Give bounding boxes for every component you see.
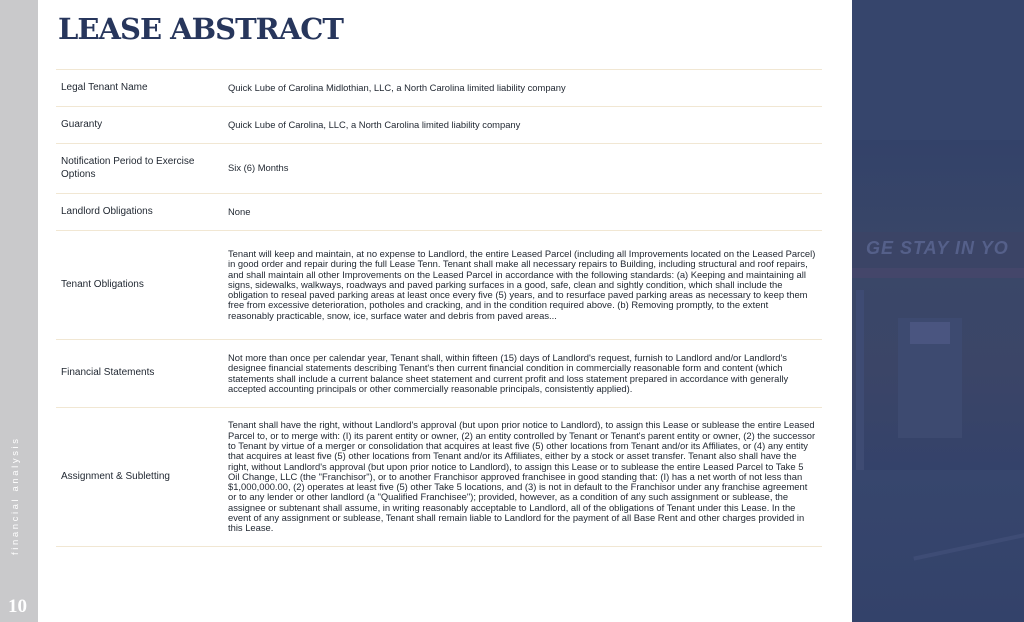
row-value: None	[228, 205, 251, 217]
canopy-band	[852, 268, 1024, 278]
side-strip	[0, 0, 38, 622]
content-area	[38, 0, 852, 622]
row-label: Guaranty	[61, 118, 103, 130]
row-label: Assignment & Subletting	[61, 470, 170, 482]
table-row	[56, 144, 822, 194]
lease-abstract-table	[56, 69, 822, 547]
pole	[856, 290, 864, 480]
row-value: Six (6) Months	[228, 162, 289, 174]
row-value: Quick Lube of Carolina Midlothian, LLC, a North Carolina limited liability company	[228, 81, 566, 93]
row-value: Tenant shall have the right, without Landlord's approval (but upon prior notice to Landlord), to assign this Lease or sublease the entire Leased Parcel to, or to merge with: (I) its parent entity or owner, (2) an entity controlled by Tenant or Tenant's parent entity or owner, (2) the successor to Tenant by virtue of a merger or consolidation that acquires at least five (5) other locations from Tenant and/or its Affiliates, or (4) any entity that acquires at least five (5) other locations from Tenant and/or its Affiliates, either by a stock or asset transfer. Tenant also shall have the right, without Landlord's approval (but upon prior notice to Landlord), to assign this Lease or to sublease the entire Leased Parcel to Take 5 Oil Change, LLC (the "Franchisor"), or to another Franchisor approved franchisee in good standing that: (I) has a net worth of not less than $1,000,000.00, (2) operates at least five (5) other Take 5 locations, and (3) is not in default to the Franchisor under any franchise agreement or to any lender or other landlord (a "Qualified Franchisee"); provided, however, as a condition of any such assignment or sublease, the assignee or subtenant shall assume, in writing reasonably acceptable to Landlord, all of the obligations of Tenant under this Lease. In the event of any assignment or sublease, Tenant shall remain liable to Landlord for the payment of all Base Rent and other charges provided in this Lease.	[228, 419, 816, 534]
canopy-text: GE STAY IN YO	[866, 238, 1009, 258]
row-label: Notification Period to Exercise Options	[61, 156, 195, 180]
table-row	[56, 340, 822, 408]
table-row	[56, 107, 822, 144]
ground	[852, 470, 1024, 622]
row-value: Quick Lube of Carolina, LLC, a North Carolina limited liability company	[228, 118, 521, 130]
row-label: Tenant Obligations	[61, 278, 144, 290]
row-value: Not more than once per calendar year, Tenant shall, within fifteen (15) days of Landlord's request, furnish to Landlord and/or Landlord's designee financial statements describing Tenant's then current financial condition in commercially reasonable form and content (which statements shall include a current balance sheet statement and current profit and loss statement prepared in accordance with generally accepted accounting principals or other commercially reasonable principals, consistently applied).	[228, 351, 789, 394]
table-row	[56, 231, 822, 340]
property-photo	[852, 0, 1024, 622]
table-row	[56, 194, 822, 231]
row-label: Legal Tenant Name	[61, 81, 148, 93]
row-label: Financial Statements	[61, 367, 155, 379]
page-number: 10	[8, 596, 27, 617]
table-row	[56, 408, 822, 547]
section-label: financial analysis	[10, 436, 21, 555]
row-label: Landlord Obligations	[61, 205, 153, 217]
table-row	[56, 70, 822, 107]
bay-sign	[910, 322, 950, 344]
page-title: LEASE ABSTRACT	[58, 12, 343, 46]
row-value: Tenant will keep and maintain, at no expense to Landlord, the entire Leased Parcel (including all Improvements located on the Leased Parcel) in good order and repair during the full Lease Tenn. Tenant shall make all necessary repairs to Building, including structural and roof repairs, and shall maintain all other Improvements on the Leased Parcel in accordance with the following standards: (a) Keeping and maintaining all signs, sidewalks, walkways, roadways and paved parking surfaces in a good, safe, clean and sightly condition, which shall include the obligation to reseal paved parking areas at least once every five (5) years, and to resurface paved parking areas as necessary to keep them free from excessive deterioration, potholes and cracking, and in the condition required above. (b) Removing promptly, to the extent reasonably practicable, snow, ice, surface water and debris from paved areas...	[228, 247, 816, 321]
